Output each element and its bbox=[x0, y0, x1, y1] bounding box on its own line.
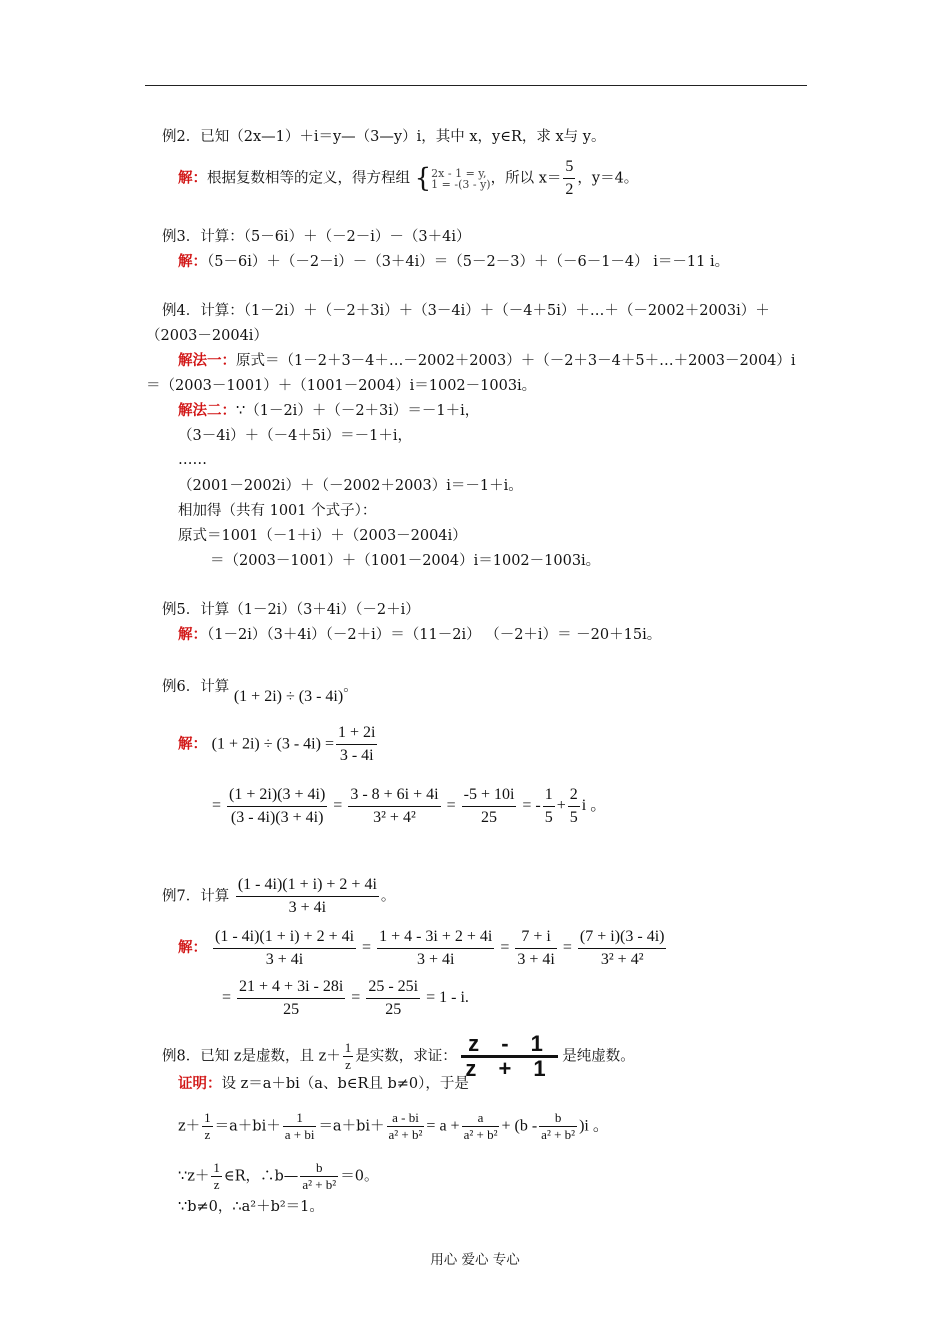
fraction: $\frac{1 + 4 - 3i + 2 + 4i}{3 + 4i}$ bbox=[379, 928, 493, 968]
fraction: $\frac{1}{z}$ bbox=[204, 1110, 211, 1142]
ex3-question: 例3．计算：（5－6i）＋（－2－i）－（3＋4i） bbox=[162, 229, 471, 245]
page-footer: 用心 爱心 专心 bbox=[430, 1252, 520, 1268]
brace-icon: { bbox=[414, 163, 432, 194]
equation-system: 2x - 1 = y, 1 = -(3 - y) bbox=[431, 166, 491, 191]
ex5-question: 例5．计算（1－2i）（3＋4i）（－2＋i） bbox=[162, 602, 420, 618]
fraction: $\frac{7 + i}{3 + 4i}$ bbox=[517, 928, 555, 968]
ex4-method1-line1: 解法一：原式＝（1－2＋3－4＋…－2002＋2003）＋（－2＋3－4＋5＋…＋2003－2004）i bbox=[178, 352, 796, 369]
solution-label: 解： bbox=[178, 253, 207, 270]
ex4-method2-ellipsis: …… bbox=[178, 452, 207, 468]
ex2-question: 例2．已知（2x—1）＋i＝y—（3—y）i，其中 x，y∈R，求 x与 y。 bbox=[162, 129, 606, 145]
ex5-solution: 解：（1－2i）（3＋4i）（－2＋i）＝（11－2i） （－2＋i）＝ －20＋15i。 bbox=[178, 626, 662, 643]
ex4-method2-line6: ＝（2003－1001）＋（1001－2004）i＝1002－1003i。 bbox=[210, 553, 601, 569]
ex8-proof-line1: 证明：设 z＝a＋bi（a、b∈R且 b≠0），于是 bbox=[178, 1075, 469, 1092]
fraction: $\frac{a}{\text{a² + b²}}$ bbox=[463, 1110, 498, 1142]
fraction: $\frac{b}{\text{a² + b²}}$ bbox=[302, 1160, 337, 1192]
ex4-question-line1: 例4．计算：（1－2i）＋（－2＋3i）＋（3－4i）＋（－4＋5i）＋…＋（－2002＋2003i）＋ bbox=[162, 303, 770, 319]
ex4-method1-line2: ＝（2003－1001）＋（1001－2004）i＝1002－1003i。 bbox=[146, 378, 537, 394]
fraction: $\frac{(1 + 2i)(3 + 4i)}{(3 - 4i)(3 + 4i)}$ bbox=[229, 786, 326, 826]
big-fraction: $\frac{z - 1}{z + 1}$ bbox=[461, 1033, 557, 1080]
fraction: $\frac{5}{2}$ bbox=[565, 158, 574, 198]
header-rule bbox=[145, 85, 807, 86]
ex2-solution: 解：根据复数相等的定义，得方程组 { 2x - 1 = y, 1 = -(3 - y) ，所以 x＝ $\frac{5}{2}$ ，y＝4。 bbox=[178, 156, 638, 201]
fraction: $\frac{25 - 25i}{25}$ bbox=[368, 978, 419, 1018]
method1-label: 解法一： bbox=[178, 352, 236, 369]
fraction: $\frac{1 + 2i}{3 - 4i}$ bbox=[337, 724, 376, 764]
solution-label: 解： bbox=[178, 939, 207, 957]
fraction: $\frac{(7 + i)(3 - 4i)}{\text{3² + 4²}}$ bbox=[579, 928, 665, 968]
fraction: $\frac{3 - 8 + 6i + 4i}{\text{3² + 4²}}$ bbox=[350, 786, 439, 826]
fraction: $\frac{21 + 4 + 3i - 28i}{25}$ bbox=[239, 978, 344, 1018]
ex3-solution: 解：（5－6i）＋（－2－i）－（3＋4i）＝（5－2－3）＋（－6－1－4） i＝－11 i。 bbox=[178, 253, 730, 270]
fraction: $\frac{b}{\text{a² + b²}}$ bbox=[541, 1110, 576, 1142]
fraction: $\frac{(1 - 4i)(1 + i) + 2 + 4i}{3 + 4i}$ bbox=[237, 876, 377, 916]
ex4-method2-line4: 相加得（共有 1001 个式子）： bbox=[178, 503, 377, 519]
ex7-question: 例7．计算 $\frac{(1 - 4i)(1 + i) + 2 + 4i}{3 + 4i}$ 。 bbox=[162, 874, 395, 919]
method2-label: 解法二： bbox=[178, 402, 236, 419]
fraction: $\frac{(1 - 4i)(1 + i) + 2 + 4i}{3 + 4i}$ bbox=[215, 928, 355, 968]
ex4-method2-line1: 解法二：∵（1－2i）＋（－2＋3i）＝－1＋i， bbox=[178, 402, 480, 419]
ex6-solution-line1: 解： (1 + 2i) ÷ (3 - 4i) = $\frac{1 + 2i}{3 - 4i}$ bbox=[178, 722, 379, 767]
ex8-proof-line2: z＋ $\frac{1}{z}$ ＝a＋bi＋ $\frac{1}{a + bi}$ ＝a＋bi＋ $\frac{a - bi}{\text{a² + b²}}$ = a + $\frac{a}{\text{a² + b²}}$ + (b - $\frac{b}{\text{a² + b²}}$ )i 。 bbox=[178, 1110, 609, 1142]
ex4-method2-line2: （3－4i）＋（－4＋5i）＝－1＋i， bbox=[178, 428, 413, 444]
proof-label: 证明： bbox=[178, 1075, 222, 1092]
ex4-method2-line5: 原式＝1001（－1＋i）＋（2003－2004i） bbox=[178, 528, 467, 544]
ex4-question-line2: （2003－2004i） bbox=[146, 328, 268, 344]
fraction: $\frac{1}{5}$ bbox=[544, 786, 553, 826]
ex6-expression: (1 + 2i) ÷ (3 - 4i) bbox=[233, 688, 344, 705]
fraction: $\frac{2}{5}$ bbox=[569, 786, 578, 826]
fraction: $\frac{1}{z}$ bbox=[213, 1160, 220, 1192]
ex6-question: 例6．计算 (1 + 2i) ÷ (3 - 4i)。 bbox=[162, 679, 358, 705]
solution-label: 解： bbox=[178, 626, 207, 643]
ex7-solution-line1: 解： $\frac{(1 - 4i)(1 + i) + 2 + 4i}{3 + 4i}$ = $\frac{1 + 4 - 3i + 2 + 4i}{3 + 4i}$ = $\frac{7 + i}{3 + 4i}$ = $\frac{(7 + i)(3 - 4i)}{\text{3² + 4²}}$ bbox=[178, 926, 668, 971]
ex8-question: 例8．已知 z是虚数，且 z＋ $\frac{1}{z}$ 是实数，求证： $\frac{z - 1}{z + 1}$ 是纯虚数。 bbox=[162, 1031, 635, 1081]
solution-label: 解： bbox=[178, 735, 207, 753]
ex7-solution-line2: = $\frac{21 + 4 + 3i - 28i}{25}$ = $\frac{25 - 25i}{25}$ = 1 - i. bbox=[222, 976, 469, 1021]
ex8-proof-line3: ∵z＋ $\frac{1}{z}$ ∈R，∴b— $\frac{b}{\text{a² + b²}}$ ＝0。 bbox=[178, 1160, 379, 1192]
solution-label: 解： bbox=[178, 169, 207, 187]
ex8-proof-line4: ∵b≠0，∴a²＋b²＝1。 bbox=[178, 1199, 324, 1215]
fraction: $\frac{1}{z}$ bbox=[344, 1040, 352, 1072]
ex6-solution-line2: = $\frac{(1 + 2i)(3 + 4i)}{(3 - 4i)(3 + 4i)}$ = $\frac{3 - 8 + 6i + 4i}{\text{3² + 4²}}$ = $\frac{-5 + 10i}{25}$ = - $\frac{1}{5}$ + $\frac{2}{5}$ i 。 bbox=[212, 784, 606, 829]
fraction: $\frac{a - bi}{\text{a² + b²}}$ bbox=[388, 1110, 423, 1142]
ex4-method2-line3: （2001－2002i）＋（－2002＋2003）i＝－1＋i。 bbox=[178, 478, 523, 494]
fraction: $\frac{1}{a + bi}$ bbox=[284, 1110, 315, 1142]
fraction: $\frac{-5 + 10i}{25}$ bbox=[463, 786, 515, 826]
